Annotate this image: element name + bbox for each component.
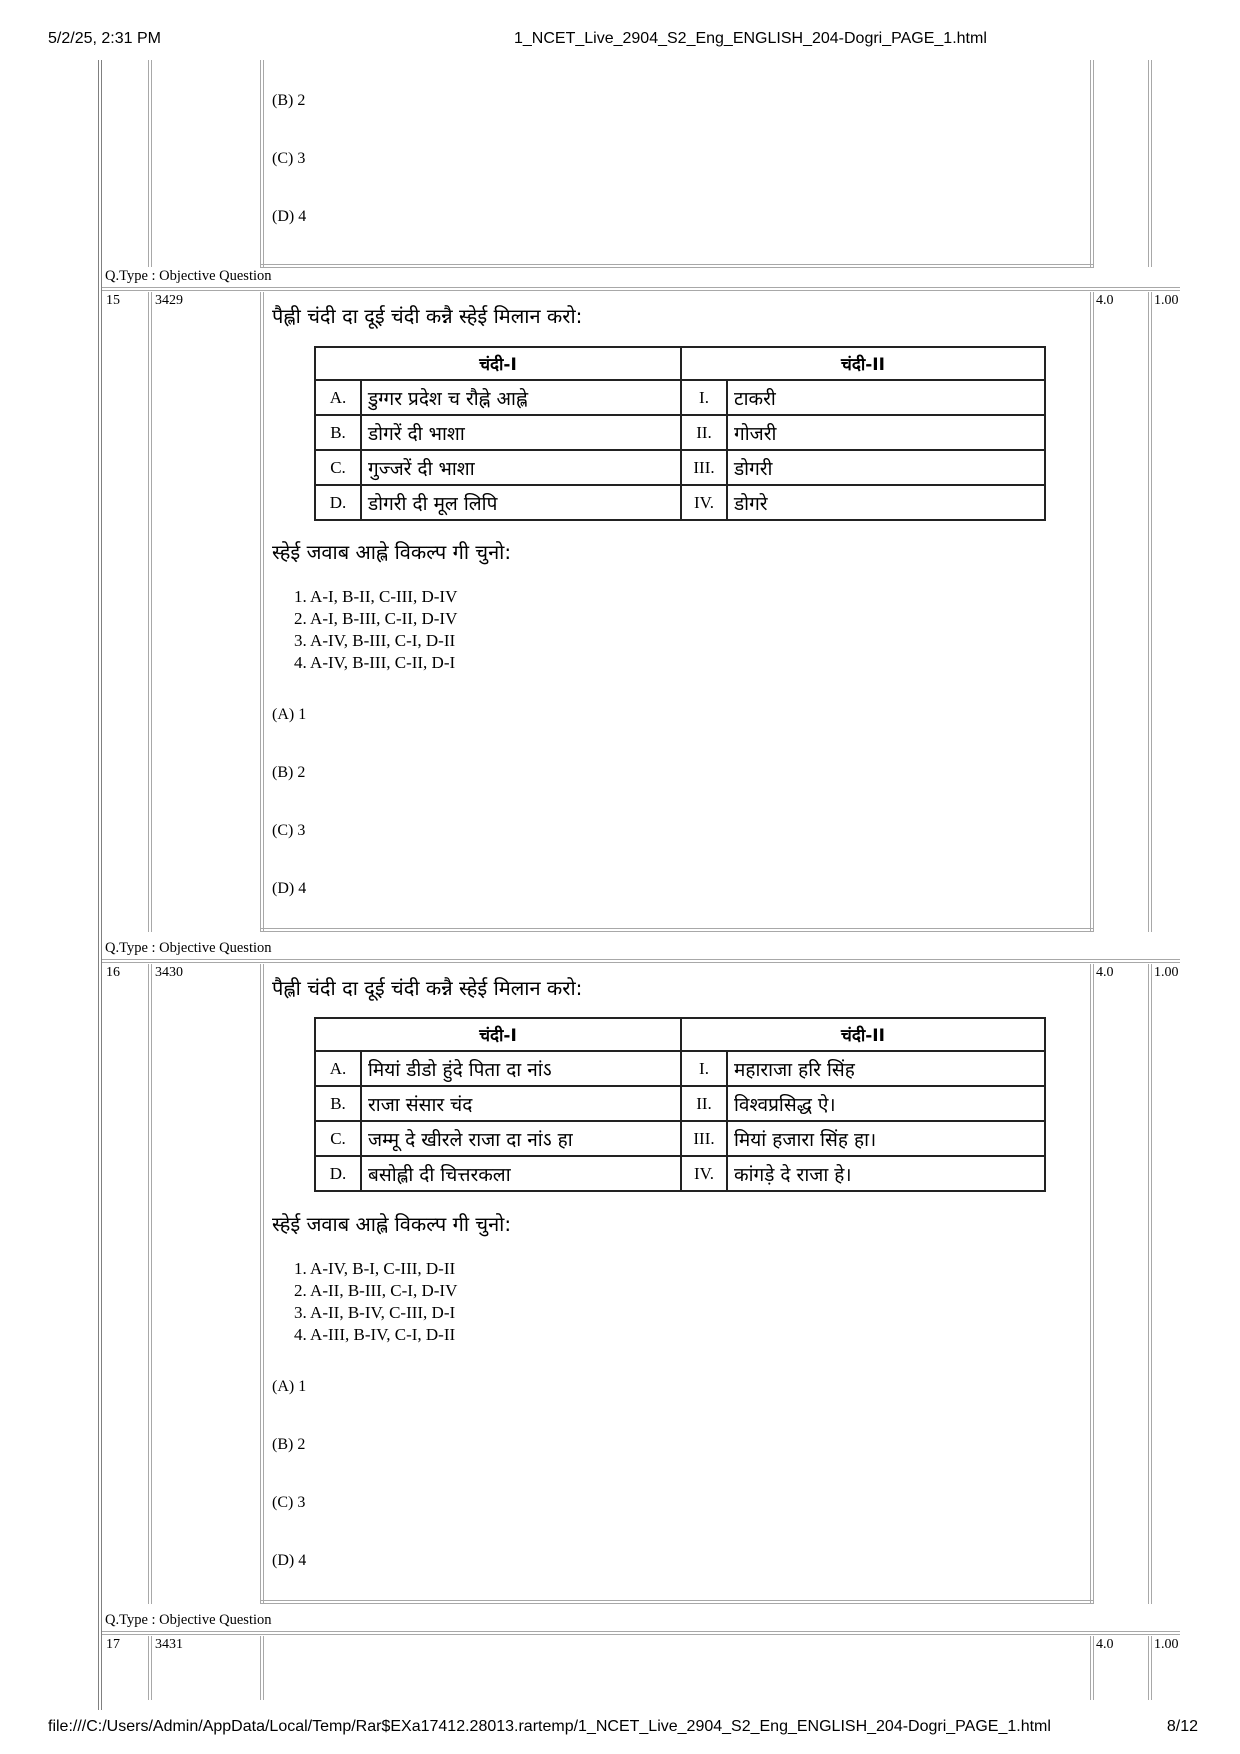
row-item: राजा संसार चंद [361, 1086, 681, 1121]
match-row [315, 450, 1045, 485]
match-table [314, 346, 1046, 521]
col-divider [1090, 60, 1094, 267]
choice-item: 3. A-IV, B-III, C-I, D-II [294, 631, 456, 650]
match-row [315, 485, 1045, 520]
row-label: A. [315, 380, 361, 415]
col-divider [1090, 964, 1094, 1604]
row-item: डोगरी [727, 450, 1045, 485]
match-row [315, 380, 1045, 415]
choice-item: 1. A-IV, B-I, C-III, D-II [294, 1259, 456, 1278]
option-a[interactable]: (A) 1 [272, 706, 307, 723]
question-serial: 16 [106, 965, 120, 980]
row-label: B. [315, 415, 361, 450]
row-label: IV. [681, 1156, 727, 1191]
col2-header: चंदी-II [681, 347, 1045, 380]
row-item: विश्वप्रसिद्ध ऐ। [727, 1086, 1045, 1121]
option-c[interactable]: (C) 3 [272, 1494, 306, 1511]
col1-header: चंदी-I [315, 1018, 681, 1051]
row-label: III. [681, 450, 727, 485]
option-b[interactable]: (B) 2 [272, 764, 306, 781]
col-divider [1148, 60, 1152, 267]
row-divider [102, 1631, 1180, 1635]
option-c[interactable]: (C) 3 [272, 822, 306, 839]
row-label: II. [681, 415, 727, 450]
row-item: टाकरी [727, 380, 1045, 415]
question-marks: 4.0 [1096, 293, 1114, 308]
row-divider [102, 959, 1180, 963]
row-divider [260, 264, 1094, 268]
negative-marks: 1.00 [1154, 1637, 1179, 1652]
option-b[interactable]: (B) 2 [272, 1436, 306, 1453]
row-divider [102, 287, 1180, 291]
question-serial: 15 [106, 293, 120, 308]
col-divider [148, 60, 152, 267]
row-item: डुग्गर प्रदेश च रौह्ने आह्ले [361, 380, 681, 415]
negative-marks: 1.00 [1154, 965, 1179, 980]
col2-header: चंदी-II [681, 1018, 1045, 1051]
option-d: (D) 4 [272, 208, 307, 225]
choice-item: 4. A-IV, B-III, C-II, D-I [294, 653, 456, 672]
row-label: A. [315, 1051, 361, 1086]
choice-item: 4. A-III, B-IV, C-I, D-II [294, 1325, 456, 1344]
print-page-title: 1_NCET_Live_2904_S2_Eng_ENGLISH_204-Dogri_PAGE_1.html [514, 30, 987, 47]
question-id: 3431 [155, 1637, 183, 1652]
question-text: पैह्ली चंदी दा दूई चंदी कन्नै स्हेई मिलान करो: [272, 976, 583, 1000]
option-d[interactable]: (D) 4 [272, 880, 307, 897]
row-item: गुज्जरें दी भाशा [361, 450, 681, 485]
match-row [315, 1086, 1045, 1121]
choice-list [294, 586, 457, 674]
row-label: I. [681, 380, 727, 415]
option-a[interactable]: (A) 1 [272, 1378, 307, 1395]
print-date: 5/2/25, 2:31 PM [48, 30, 161, 47]
col1-header: चंदी-I [315, 347, 681, 380]
row-divider [260, 1600, 1094, 1604]
question-text: पैह्ली चंदी दा दूई चंदी कन्नै स्हेई मिलान करो: [272, 304, 583, 328]
choice-item: 2. A-I, B-III, C-II, D-IV [294, 609, 458, 628]
row-label: D. [315, 1156, 361, 1191]
col-divider [260, 964, 264, 1604]
col-divider [1148, 292, 1152, 932]
row-label: B. [315, 1086, 361, 1121]
col-divider [1148, 1636, 1152, 1700]
col-divider [1148, 964, 1152, 1604]
col-divider [148, 292, 152, 932]
row-item: जम्मू दे खीरले राजा दा नांऽ हा [361, 1121, 681, 1156]
row-item: महाराजा हरि सिंह [727, 1051, 1045, 1086]
choice-item: 2. A-II, B-III, C-I, D-IV [294, 1281, 458, 1300]
question-type: Q.Type : Objective Question [105, 268, 272, 284]
row-item: डोगरे [727, 485, 1045, 520]
instruction-text: स्हेई जवाब आह्ले विकल्प गी चुनो: [272, 1212, 512, 1236]
match-row [315, 1051, 1045, 1086]
row-label: III. [681, 1121, 727, 1156]
negative-marks: 1.00 [1154, 293, 1179, 308]
row-item: डोगरें दी भाशा [361, 415, 681, 450]
col-divider [148, 1636, 152, 1700]
print-page-number: 8/12 [1166, 1718, 1198, 1735]
option-d[interactable]: (D) 4 [272, 1552, 307, 1569]
print-file-url: file:///C:/Users/Admin/AppData/Local/Temp/Rar$EXa17412.28013.rartemp/1_NCET_Live_2904_S2_Eng_ENGLISH_204-Dogri_PAGE_1.html [48, 1718, 1051, 1735]
row-label: C. [315, 1121, 361, 1156]
match-row [315, 415, 1045, 450]
print-footer [48, 1718, 1198, 1754]
col-divider [1090, 292, 1094, 932]
match-row [315, 1156, 1045, 1191]
row-label: IV. [681, 485, 727, 520]
row-item: मियां डीडो हुंदे पिता दा नांऽ [361, 1051, 681, 1086]
question-marks: 4.0 [1096, 965, 1114, 980]
question-serial: 17 [106, 1637, 120, 1652]
match-table-header [315, 347, 1045, 380]
choice-list [294, 1258, 457, 1346]
question-marks: 4.0 [1096, 1637, 1114, 1652]
match-row [315, 1121, 1045, 1156]
print-header [48, 30, 1198, 52]
question-id: 3429 [155, 293, 183, 308]
col-divider [148, 964, 152, 1604]
row-label: II. [681, 1086, 727, 1121]
page-left-border [98, 60, 102, 1710]
choice-item: 1. A-I, B-II, C-III, D-IV [294, 587, 458, 606]
row-item: कांगड़े दे राजा हे। [727, 1156, 1045, 1191]
match-table-header [315, 1018, 1045, 1051]
question-type: Q.Type : Objective Question [105, 1612, 272, 1628]
col-divider [1090, 1636, 1094, 1700]
col-divider [260, 1636, 264, 1700]
row-divider [260, 928, 1094, 932]
row-item: बसोह्ली दी चित्तरकला [361, 1156, 681, 1191]
row-label: C. [315, 450, 361, 485]
row-label: D. [315, 485, 361, 520]
match-table [314, 1017, 1046, 1192]
instruction-text: स्हेई जवाब आह्ले विकल्प गी चुनो: [272, 540, 512, 564]
row-item: डोगरी दी मूल लिपि [361, 485, 681, 520]
question-type: Q.Type : Objective Question [105, 940, 272, 956]
choice-item: 3. A-II, B-IV, C-III, D-I [294, 1303, 456, 1322]
question-id: 3430 [155, 965, 183, 980]
option-c: (C) 3 [272, 150, 306, 167]
row-label: I. [681, 1051, 727, 1086]
col-divider [260, 60, 264, 267]
col-divider [260, 292, 264, 932]
row-item: मियां हजारा सिंह हा। [727, 1121, 1045, 1156]
option-b: (B) 2 [272, 92, 306, 109]
row-item: गोजरी [727, 415, 1045, 450]
